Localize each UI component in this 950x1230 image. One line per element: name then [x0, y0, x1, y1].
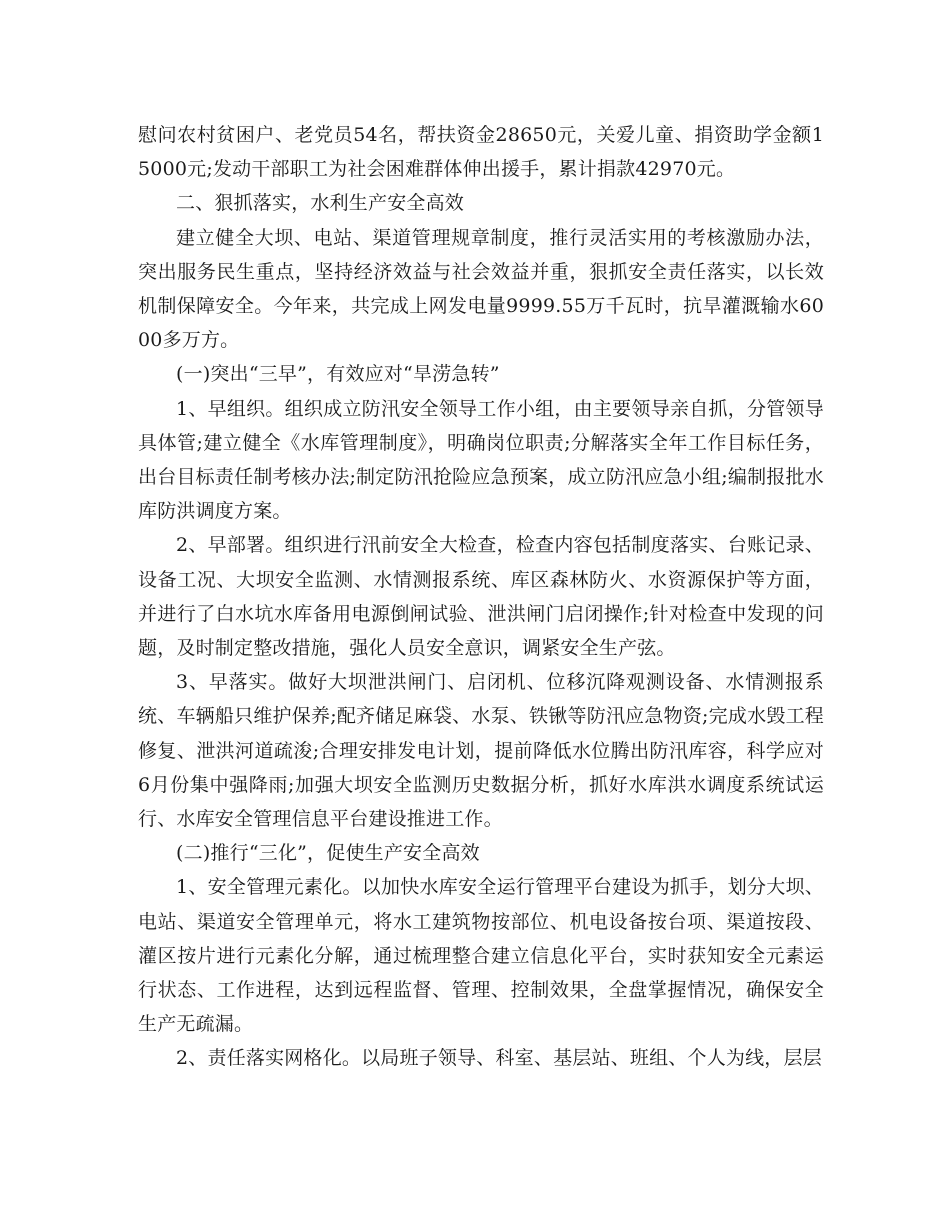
- subheading-three-early: (一)突出“三早”，有效应对“旱涝急转”: [176, 363, 500, 386]
- section-heading-water-safety: 二、狠抓落实，水利生产安全高效: [176, 192, 465, 215]
- paragraph-early-deployment: 2、早部署。组织进行汛前安全大检查，检查内容包括制度落实、台账记录、设备工况、大坝安全监测、水情测报系统、库区森林防火、水资源保护等方面，并进行了白水坑水库备用电源倒闸试验、泄洪闸门启闭操作;针对检查中发现的问题，及时制定整改措施，强化人员安全意识，调紧安全生产弦。: [138, 534, 824, 660]
- paragraph-management-system: 建立健全大坝、电站、渠道管理规章制度，推行灵活实用的考核激励办法，突出服务民生重点，坚持经济效益与社会效益并重，狠抓安全责任落实，以长效机制保障安全。今年来，共完成上网发电量9999.55万千瓦时，抗旱灌溉输水6000多万方。: [138, 226, 824, 352]
- paragraph-grid-responsibility: 2、责任落实网格化。以局班子领导、科室、基层站、班组、个人为线，层层: [176, 1047, 822, 1070]
- paragraph-early-implementation: 3、早落实。做好大坝泄洪闸门、启闭机、位移沉降观测设备、水情测报系统、车辆船只维护保养;配齐储足麻袋、水泵、铁锹等防汛应急物资;完成水毁工程修复、泄洪河道疏浚;合理安排发电计划，提前降低水位腾出防汛库容，科学应对6月份集中强降雨;加强大坝安全监测历史数据分析，抓好水库洪水调度系统试运行、水库安全管理信息平台建设推进工作。: [138, 671, 824, 831]
- subheading-three-modernizations: (二)推行“三化”，促使生产安全高效: [176, 842, 480, 865]
- document-body: [138, 118, 824, 1076]
- paragraph-continued-poverty-aid: 慰问农村贫困户、老党员54名，帮扶资金28650元，关爱儿童、捐资助学金额15000元;发动干部职工为社会困难群体伸出援手，累计捐款42970元。: [138, 124, 824, 181]
- paragraph-element-based-management: 1、安全管理元素化。以加快水库安全运行管理平台建设为抓手，划分大坝、电站、渠道安全管理单元，将水工建筑物按部位、机电设备按台项、渠道按段、灌区按片进行元素化分解，通过梳理整合建立信息化平台，实时获知安全元素运行状态、工作进程，达到远程监督、管理、控制效果，全盘掌握情况，确保安全生产无疏漏。: [138, 876, 824, 1036]
- paragraph-early-organization: 1、早组织。组织成立防汛安全领导工作小组，由主要领导亲自抓，分管领导具体管;建立健全《水库管理制度》，明确岗位职责;分解落实全年工作目标任务，出台目标责任制考核办法;制定防汛抢险应急预案，成立防汛应急小组;编制报批水库防洪调度方案。: [138, 397, 824, 523]
